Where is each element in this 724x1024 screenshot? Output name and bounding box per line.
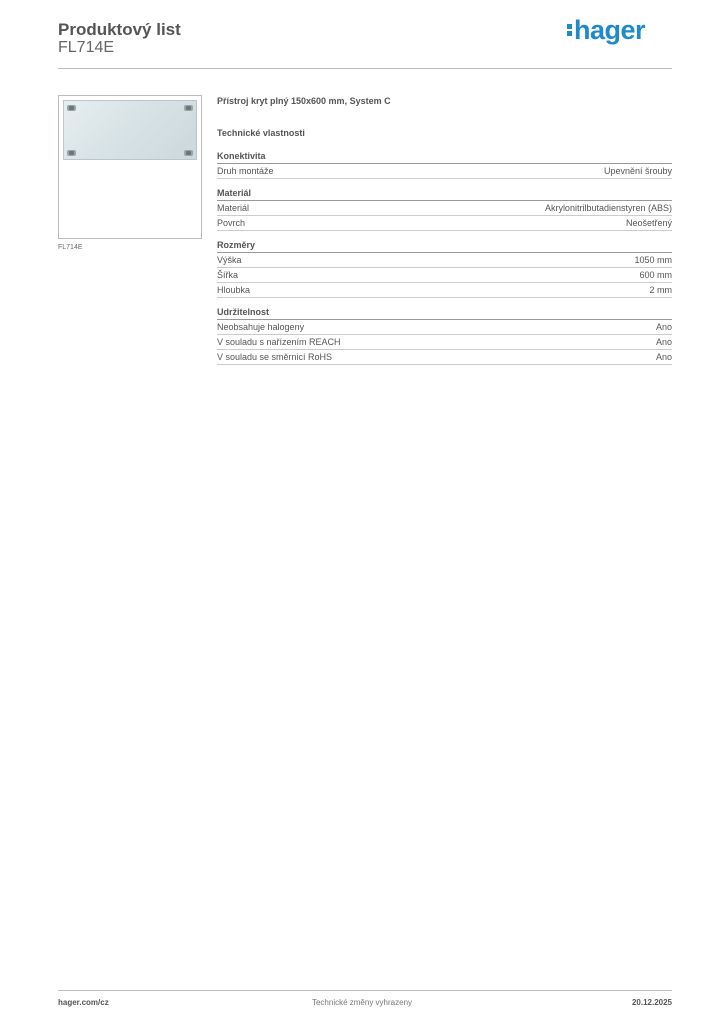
- spec-row: [217, 335, 672, 350]
- spec-value: Ano: [655, 322, 672, 332]
- product-image: [58, 95, 202, 239]
- spec-value: Upevnění šrouby: [603, 166, 672, 176]
- spec-label: V souladu s nařízením REACH: [217, 337, 341, 347]
- spec-row: [217, 320, 672, 335]
- spec-row: [217, 216, 672, 231]
- spec-label: Výška: [217, 255, 242, 265]
- spec-row: [217, 201, 672, 216]
- header-divider: [58, 68, 672, 69]
- product-details: [217, 96, 672, 374]
- spec-value: 600 mm: [639, 270, 672, 280]
- spec-label: Povrch: [217, 218, 246, 228]
- spec-label: Materiál: [217, 203, 250, 213]
- footer-date: 20.12.2025: [631, 998, 672, 1007]
- footer-website: hager.com/cz: [58, 998, 109, 1007]
- spec-row: [217, 268, 672, 283]
- spec-value: 2 mm: [649, 285, 672, 295]
- screw-icon: [184, 150, 193, 156]
- spec-row: [217, 283, 672, 298]
- section-title: Udržitelnost: [217, 307, 672, 320]
- spec-value: 1050 mm: [634, 255, 672, 265]
- spec-value: Neošetřený: [625, 218, 672, 228]
- spec-label: Druh montáže: [217, 166, 274, 176]
- section-title: Materiál: [217, 188, 672, 201]
- screw-icon: [67, 105, 76, 111]
- screw-icon: [67, 150, 76, 156]
- page-title: Produktový list: [58, 20, 181, 39]
- spec-row: [217, 164, 672, 179]
- spec-label: Hloubka: [217, 285, 251, 295]
- spec-section: [217, 188, 672, 231]
- product-code: FL714E: [58, 39, 115, 56]
- spec-section: [217, 151, 672, 179]
- spec-sections: [217, 151, 672, 365]
- spec-value: Ano: [655, 352, 672, 362]
- spec-section: [217, 240, 672, 298]
- technical-properties-title: Technické vlastnosti: [217, 128, 305, 138]
- spec-value: Ano: [655, 337, 672, 347]
- spec-row: [217, 253, 672, 268]
- logo-dots-icon: [567, 22, 572, 38]
- spec-value: Akrylonitrilbutadienstyren (ABS): [544, 203, 672, 213]
- product-name: Přístroj kryt plný 150x600 mm, System C: [217, 96, 391, 106]
- footer-note: Technické změny vyhrazeny: [311, 998, 413, 1007]
- screw-icon: [184, 105, 193, 111]
- spec-label: Šířka: [217, 270, 239, 280]
- spec-row: [217, 350, 672, 365]
- spec-label: V souladu se směrnicí RoHS: [217, 352, 333, 362]
- spec-label: Neobsahuje halogeny: [217, 322, 305, 332]
- section-title: Konektivita: [217, 151, 672, 164]
- spec-section: [217, 307, 672, 365]
- section-title: Rozměry: [217, 240, 672, 253]
- image-caption: FL714E: [58, 244, 83, 251]
- cover-panel-icon: [63, 100, 197, 160]
- footer-divider: [58, 990, 672, 991]
- hager-logo: hager: [567, 15, 645, 46]
